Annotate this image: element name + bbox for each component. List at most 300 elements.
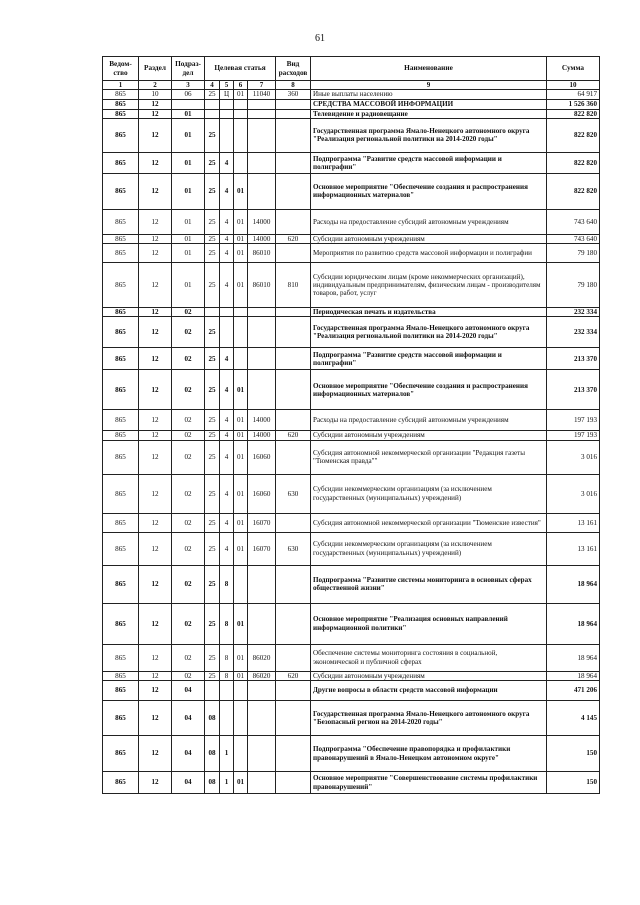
razdel-cell: 12 bbox=[139, 772, 172, 794]
razdel-cell: 12 bbox=[139, 431, 172, 440]
program-code-cell: 25 bbox=[205, 431, 220, 440]
table-row bbox=[103, 370, 600, 410]
podrazdel-cell: 04 bbox=[172, 681, 205, 701]
direction-code-cell bbox=[248, 736, 276, 772]
table-row bbox=[103, 565, 600, 603]
table-row bbox=[103, 681, 600, 701]
name-cell: Подпрограмма "Развитие средств массовой информации и полиграфии" bbox=[311, 348, 547, 370]
razdel-cell: 12 bbox=[139, 118, 172, 152]
direction-code-cell bbox=[248, 118, 276, 152]
direction-code-cell: 16060 bbox=[248, 474, 276, 513]
podrazdel-cell: 01 bbox=[172, 118, 205, 152]
expense-type-cell bbox=[276, 109, 311, 118]
podrazdel-cell: 02 bbox=[172, 431, 205, 440]
vedomstvo-cell: 865 bbox=[103, 209, 139, 234]
subprogram-code-cell: Ц bbox=[220, 90, 234, 99]
program-code-cell: 25 bbox=[205, 440, 220, 474]
event-code-cell: 01 bbox=[234, 440, 248, 474]
table-row bbox=[103, 99, 600, 109]
table-row bbox=[103, 671, 600, 680]
table-row bbox=[103, 317, 600, 348]
podrazdel-cell bbox=[172, 99, 205, 109]
column-number: 9 bbox=[311, 81, 547, 90]
column-number: 6 bbox=[234, 81, 248, 90]
name-cell: СРЕДСТВА МАССОВОЙ ИНФОРМАЦИИ bbox=[311, 99, 547, 109]
sum-cell: 822 820 bbox=[547, 173, 600, 209]
vedomstvo-cell: 865 bbox=[103, 565, 139, 603]
event-code-cell: 01 bbox=[234, 209, 248, 234]
program-code-cell: 25 bbox=[205, 152, 220, 173]
name-cell: Иные выплаты населению bbox=[311, 90, 547, 99]
razdel-cell: 12 bbox=[139, 109, 172, 118]
event-code-cell: 01 bbox=[234, 263, 248, 308]
table-row bbox=[103, 118, 600, 152]
podrazdel-cell: 06 bbox=[172, 90, 205, 99]
direction-code-cell: 14000 bbox=[248, 410, 276, 431]
vedomstvo-cell: 865 bbox=[103, 152, 139, 173]
sum-cell: 18 964 bbox=[547, 565, 600, 603]
table-row bbox=[103, 109, 600, 118]
subprogram-code-cell: 4 bbox=[220, 532, 234, 565]
sum-cell: 150 bbox=[547, 772, 600, 794]
event-code-cell bbox=[234, 701, 248, 736]
razdel-cell: 12 bbox=[139, 209, 172, 234]
sum-cell: 79 180 bbox=[547, 244, 600, 263]
table-row bbox=[103, 736, 600, 772]
razdel-cell: 12 bbox=[139, 532, 172, 565]
subprogram-code-cell bbox=[220, 118, 234, 152]
sum-cell: 743 640 bbox=[547, 234, 600, 243]
expense-type-cell bbox=[276, 681, 311, 701]
razdel-cell: 12 bbox=[139, 370, 172, 410]
event-code-cell bbox=[234, 681, 248, 701]
name-cell: Основное мероприятие "Обеспечение создания и распространения информационных материалов" bbox=[311, 173, 547, 209]
vedomstvo-cell: 865 bbox=[103, 109, 139, 118]
event-code-cell: 01 bbox=[234, 370, 248, 410]
header-razdel: Раздел bbox=[139, 57, 172, 81]
direction-code-cell bbox=[248, 109, 276, 118]
expense-type-cell bbox=[276, 644, 311, 671]
direction-code-cell bbox=[248, 99, 276, 109]
podrazdel-cell: 02 bbox=[172, 440, 205, 474]
event-code-cell: 01 bbox=[234, 603, 248, 644]
expense-type-cell bbox=[276, 152, 311, 173]
expense-type-cell bbox=[276, 348, 311, 370]
subprogram-code-cell bbox=[220, 701, 234, 736]
razdel-cell: 10 bbox=[139, 90, 172, 99]
event-code-cell: 01 bbox=[234, 671, 248, 680]
name-cell: Основное мероприятие "Совершенствование системы профилактики правонарушений" bbox=[311, 772, 547, 794]
direction-code-cell bbox=[248, 681, 276, 701]
column-number-row bbox=[103, 81, 600, 90]
direction-code-cell: 14000 bbox=[248, 234, 276, 243]
razdel-cell: 12 bbox=[139, 99, 172, 109]
event-code-cell: 01 bbox=[234, 90, 248, 99]
vedomstvo-cell: 865 bbox=[103, 513, 139, 532]
podrazdel-cell: 01 bbox=[172, 263, 205, 308]
direction-code-cell: 16070 bbox=[248, 513, 276, 532]
vedomstvo-cell: 865 bbox=[103, 173, 139, 209]
podrazdel-cell: 02 bbox=[172, 317, 205, 348]
vedomstvo-cell: 865 bbox=[103, 440, 139, 474]
direction-code-cell: 11040 bbox=[248, 90, 276, 99]
name-cell: Расходы на предоставление субсидий автономным учреждениям bbox=[311, 209, 547, 234]
direction-code-cell: 86010 bbox=[248, 244, 276, 263]
expense-type-cell bbox=[276, 513, 311, 532]
sum-cell: 79 180 bbox=[547, 263, 600, 308]
program-code-cell: 25 bbox=[205, 370, 220, 410]
program-code-cell: 08 bbox=[205, 772, 220, 794]
direction-code-cell bbox=[248, 348, 276, 370]
event-code-cell: 01 bbox=[234, 644, 248, 671]
expense-type-cell: 620 bbox=[276, 671, 311, 680]
razdel-cell: 12 bbox=[139, 348, 172, 370]
razdel-cell: 12 bbox=[139, 701, 172, 736]
podrazdel-cell: 02 bbox=[172, 348, 205, 370]
razdel-cell: 12 bbox=[139, 736, 172, 772]
direction-code-cell bbox=[248, 565, 276, 603]
subprogram-code-cell: 8 bbox=[220, 603, 234, 644]
podrazdel-cell: 02 bbox=[172, 370, 205, 410]
name-cell: Субсидии юридическим лицам (кроме некоммерческих организаций), индивидуальным предпринимателям, физическим лицам - производителям товаров, работ, услуг bbox=[311, 263, 547, 308]
subprogram-code-cell: 1 bbox=[220, 772, 234, 794]
header-podrazdel: Подраз-дел bbox=[172, 57, 205, 81]
razdel-cell: 12 bbox=[139, 681, 172, 701]
name-cell: Государственная программа Ямало-Ненецкого автономного округа "Реализация региональной политики на 2014-2020 годы" bbox=[311, 317, 547, 348]
event-code-cell bbox=[234, 317, 248, 348]
razdel-cell: 12 bbox=[139, 173, 172, 209]
header-vid-rashodov: Вид расходов bbox=[276, 57, 311, 81]
subprogram-code-cell: 4 bbox=[220, 263, 234, 308]
column-number: 1 bbox=[103, 81, 139, 90]
razdel-cell: 12 bbox=[139, 671, 172, 680]
subprogram-code-cell bbox=[220, 308, 234, 317]
sum-cell: 197 193 bbox=[547, 431, 600, 440]
vedomstvo-cell: 865 bbox=[103, 532, 139, 565]
subprogram-code-cell: 4 bbox=[220, 209, 234, 234]
subprogram-code-cell: 4 bbox=[220, 474, 234, 513]
table-body bbox=[103, 90, 600, 794]
subprogram-code-cell: 8 bbox=[220, 644, 234, 671]
vedomstvo-cell: 865 bbox=[103, 474, 139, 513]
program-code-cell: 25 bbox=[205, 244, 220, 263]
direction-code-cell: 14000 bbox=[248, 431, 276, 440]
event-code-cell: 01 bbox=[234, 431, 248, 440]
razdel-cell: 12 bbox=[139, 263, 172, 308]
program-code-cell bbox=[205, 99, 220, 109]
expense-type-cell bbox=[276, 440, 311, 474]
vedomstvo-cell: 865 bbox=[103, 370, 139, 410]
vedomstvo-cell: 865 bbox=[103, 410, 139, 431]
table-header-row bbox=[103, 57, 600, 81]
razdel-cell: 12 bbox=[139, 474, 172, 513]
podrazdel-cell: 02 bbox=[172, 513, 205, 532]
direction-code-cell: 86010 bbox=[248, 263, 276, 308]
program-code-cell: 25 bbox=[205, 474, 220, 513]
event-code-cell bbox=[234, 736, 248, 772]
program-code-cell: 25 bbox=[205, 644, 220, 671]
header-vedomstvo: Ведом-ство bbox=[103, 57, 139, 81]
vedomstvo-cell: 865 bbox=[103, 671, 139, 680]
vedomstvo-cell: 865 bbox=[103, 736, 139, 772]
column-number: 10 bbox=[547, 81, 600, 90]
name-cell: Субсидии автономным учреждениям bbox=[311, 234, 547, 243]
program-code-cell: 25 bbox=[205, 118, 220, 152]
direction-code-cell: 16070 bbox=[248, 532, 276, 565]
podrazdel-cell: 01 bbox=[172, 244, 205, 263]
column-number: 8 bbox=[276, 81, 311, 90]
table-row bbox=[103, 348, 600, 370]
podrazdel-cell: 02 bbox=[172, 308, 205, 317]
program-code-cell: 25 bbox=[205, 513, 220, 532]
sum-cell: 213 370 bbox=[547, 348, 600, 370]
program-code-cell: 25 bbox=[205, 532, 220, 565]
name-cell: Обеспечение системы мониторинга состояния в социальной, экономической и публичной сферах bbox=[311, 644, 547, 671]
expense-type-cell bbox=[276, 736, 311, 772]
razdel-cell: 12 bbox=[139, 513, 172, 532]
vedomstvo-cell: 865 bbox=[103, 263, 139, 308]
program-code-cell: 25 bbox=[205, 348, 220, 370]
column-number: 5 bbox=[220, 81, 234, 90]
vedomstvo-cell: 865 bbox=[103, 701, 139, 736]
expense-type-cell bbox=[276, 209, 311, 234]
subprogram-code-cell: 4 bbox=[220, 173, 234, 209]
podrazdel-cell: 02 bbox=[172, 603, 205, 644]
program-code-cell bbox=[205, 681, 220, 701]
table-row bbox=[103, 513, 600, 532]
budget-table bbox=[102, 56, 600, 794]
header-summa: Сумма bbox=[547, 57, 600, 81]
sum-cell: 1 526 360 bbox=[547, 99, 600, 109]
event-code-cell bbox=[234, 99, 248, 109]
name-cell: Телевидение и радиовещание bbox=[311, 109, 547, 118]
sum-cell: 4 145 bbox=[547, 701, 600, 736]
subprogram-code-cell: 4 bbox=[220, 370, 234, 410]
expense-type-cell: 620 bbox=[276, 431, 311, 440]
razdel-cell: 12 bbox=[139, 410, 172, 431]
direction-code-cell: 86020 bbox=[248, 671, 276, 680]
name-cell: Субсидии некоммерческим организациям (за исключением государственных (муниципальных) учреждений) bbox=[311, 532, 547, 565]
expense-type-cell: 810 bbox=[276, 263, 311, 308]
expense-type-cell: 630 bbox=[276, 474, 311, 513]
table-row bbox=[103, 173, 600, 209]
program-code-cell: 25 bbox=[205, 410, 220, 431]
sum-cell: 150 bbox=[547, 736, 600, 772]
header-celevaya-statya: Целевая статья bbox=[205, 57, 276, 81]
column-number: 3 bbox=[172, 81, 205, 90]
direction-code-cell bbox=[248, 173, 276, 209]
podrazdel-cell: 04 bbox=[172, 772, 205, 794]
program-code-cell: 08 bbox=[205, 701, 220, 736]
direction-code-cell bbox=[248, 370, 276, 410]
table-row bbox=[103, 701, 600, 736]
podrazdel-cell: 01 bbox=[172, 109, 205, 118]
event-code-cell: 01 bbox=[234, 513, 248, 532]
program-code-cell: 08 bbox=[205, 736, 220, 772]
event-code-cell: 01 bbox=[234, 772, 248, 794]
table-row bbox=[103, 308, 600, 317]
event-code-cell bbox=[234, 118, 248, 152]
program-code-cell bbox=[205, 109, 220, 118]
sum-cell: 743 640 bbox=[547, 209, 600, 234]
sum-cell: 18 964 bbox=[547, 603, 600, 644]
table-row bbox=[103, 410, 600, 431]
table-row bbox=[103, 603, 600, 644]
subprogram-code-cell: 4 bbox=[220, 234, 234, 243]
name-cell: Субсидии автономным учреждениям bbox=[311, 431, 547, 440]
name-cell: Мероприятия по развитию средств массовой информации и полиграфии bbox=[311, 244, 547, 263]
name-cell: Подпрограмма "Развитие средств массовой информации и полиграфии" bbox=[311, 152, 547, 173]
sum-cell: 3 016 bbox=[547, 440, 600, 474]
sum-cell: 13 161 bbox=[547, 532, 600, 565]
sum-cell: 213 370 bbox=[547, 370, 600, 410]
page-number: 61 bbox=[315, 33, 325, 44]
sum-cell: 822 820 bbox=[547, 109, 600, 118]
vedomstvo-cell: 865 bbox=[103, 118, 139, 152]
program-code-cell: 25 bbox=[205, 173, 220, 209]
name-cell: Государственная программа Ямало-Ненецкого автономного округа "Безопасный регион на 2014-2020 годы" bbox=[311, 701, 547, 736]
table-row bbox=[103, 209, 600, 234]
table-row bbox=[103, 152, 600, 173]
subprogram-code-cell: 4 bbox=[220, 513, 234, 532]
vedomstvo-cell: 865 bbox=[103, 348, 139, 370]
sum-cell: 64 917 bbox=[547, 90, 600, 99]
expense-type-cell bbox=[276, 244, 311, 263]
name-cell: Периодическая печать и издательства bbox=[311, 308, 547, 317]
event-code-cell bbox=[234, 109, 248, 118]
subprogram-code-cell bbox=[220, 99, 234, 109]
name-cell: Подпрограмма "Развитие системы мониторинга в основных сферах общественной жизни" bbox=[311, 565, 547, 603]
sum-cell: 822 820 bbox=[547, 118, 600, 152]
event-code-cell bbox=[234, 152, 248, 173]
expense-type-cell bbox=[276, 173, 311, 209]
subprogram-code-cell: 4 bbox=[220, 152, 234, 173]
vedomstvo-cell: 865 bbox=[103, 234, 139, 243]
sum-cell: 822 820 bbox=[547, 152, 600, 173]
expense-type-cell bbox=[276, 410, 311, 431]
subprogram-code-cell: 8 bbox=[220, 671, 234, 680]
podrazdel-cell: 04 bbox=[172, 701, 205, 736]
podrazdel-cell: 02 bbox=[172, 565, 205, 603]
table-row bbox=[103, 244, 600, 263]
vedomstvo-cell: 865 bbox=[103, 317, 139, 348]
table-row bbox=[103, 90, 600, 99]
column-number: 2 bbox=[139, 81, 172, 90]
direction-code-cell bbox=[248, 603, 276, 644]
event-code-cell: 01 bbox=[234, 410, 248, 431]
name-cell: Субсидия автономной некоммерческой организации "Редакция газеты "Тюменская правда"" bbox=[311, 440, 547, 474]
sum-cell: 3 016 bbox=[547, 474, 600, 513]
direction-code-cell bbox=[248, 701, 276, 736]
podrazdel-cell: 01 bbox=[172, 152, 205, 173]
table-row bbox=[103, 644, 600, 671]
expense-type-cell bbox=[276, 118, 311, 152]
vedomstvo-cell: 865 bbox=[103, 308, 139, 317]
razdel-cell: 12 bbox=[139, 440, 172, 474]
subprogram-code-cell: 4 bbox=[220, 244, 234, 263]
program-code-cell: 25 bbox=[205, 234, 220, 243]
expense-type-cell bbox=[276, 99, 311, 109]
subprogram-code-cell bbox=[220, 317, 234, 348]
expense-type-cell: 620 bbox=[276, 234, 311, 243]
name-cell: Основное мероприятие "Обеспечение создания и распространения информационных материалов" bbox=[311, 370, 547, 410]
podrazdel-cell: 02 bbox=[172, 671, 205, 680]
vedomstvo-cell: 865 bbox=[103, 99, 139, 109]
direction-code-cell bbox=[248, 772, 276, 794]
razdel-cell: 12 bbox=[139, 152, 172, 173]
expense-type-cell bbox=[276, 603, 311, 644]
name-cell: Основное мероприятие "Реализация основных направлений информационной политики" bbox=[311, 603, 547, 644]
expense-type-cell bbox=[276, 308, 311, 317]
table-row bbox=[103, 234, 600, 243]
razdel-cell: 12 bbox=[139, 565, 172, 603]
program-code-cell: 25 bbox=[205, 90, 220, 99]
table-row bbox=[103, 431, 600, 440]
program-code-cell bbox=[205, 308, 220, 317]
direction-code-cell: 86020 bbox=[248, 644, 276, 671]
direction-code-cell bbox=[248, 317, 276, 348]
name-cell: Субсидия автономной некоммерческой организации "Тюменские известия" bbox=[311, 513, 547, 532]
podrazdel-cell: 02 bbox=[172, 644, 205, 671]
expense-type-cell bbox=[276, 317, 311, 348]
program-code-cell: 25 bbox=[205, 671, 220, 680]
event-code-cell bbox=[234, 348, 248, 370]
expense-type-cell bbox=[276, 565, 311, 603]
event-code-cell bbox=[234, 308, 248, 317]
name-cell: Субсидии автономным учреждениям bbox=[311, 671, 547, 680]
header-naimenovanie: Наименование bbox=[311, 57, 547, 81]
event-code-cell: 01 bbox=[234, 532, 248, 565]
expense-type-cell bbox=[276, 772, 311, 794]
event-code-cell: 01 bbox=[234, 474, 248, 513]
vedomstvo-cell: 865 bbox=[103, 431, 139, 440]
vedomstvo-cell: 865 bbox=[103, 644, 139, 671]
name-cell: Субсидии некоммерческим организациям (за исключением государственных (муниципальных) учреждений) bbox=[311, 474, 547, 513]
razdel-cell: 12 bbox=[139, 644, 172, 671]
event-code-cell: 01 bbox=[234, 234, 248, 243]
event-code-cell: 01 bbox=[234, 173, 248, 209]
expense-type-cell bbox=[276, 701, 311, 736]
subprogram-code-cell: 8 bbox=[220, 565, 234, 603]
table-row bbox=[103, 440, 600, 474]
direction-code-cell bbox=[248, 152, 276, 173]
direction-code-cell: 16060 bbox=[248, 440, 276, 474]
vedomstvo-cell: 865 bbox=[103, 603, 139, 644]
sum-cell: 13 161 bbox=[547, 513, 600, 532]
podrazdel-cell: 02 bbox=[172, 410, 205, 431]
subprogram-code-cell bbox=[220, 681, 234, 701]
sum-cell: 232 334 bbox=[547, 308, 600, 317]
vedomstvo-cell: 865 bbox=[103, 772, 139, 794]
expense-type-cell: 630 bbox=[276, 532, 311, 565]
vedomstvo-cell: 865 bbox=[103, 244, 139, 263]
podrazdel-cell: 02 bbox=[172, 532, 205, 565]
table-row bbox=[103, 474, 600, 513]
podrazdel-cell: 01 bbox=[172, 234, 205, 243]
vedomstvo-cell: 865 bbox=[103, 90, 139, 99]
expense-type-cell bbox=[276, 370, 311, 410]
table-row bbox=[103, 263, 600, 308]
subprogram-code-cell: 4 bbox=[220, 410, 234, 431]
sum-cell: 18 964 bbox=[547, 671, 600, 680]
direction-code-cell bbox=[248, 308, 276, 317]
subprogram-code-cell: 1 bbox=[220, 736, 234, 772]
program-code-cell: 25 bbox=[205, 209, 220, 234]
subprogram-code-cell: 4 bbox=[220, 440, 234, 474]
sum-cell: 197 193 bbox=[547, 410, 600, 431]
column-number: 7 bbox=[248, 81, 276, 90]
program-code-cell: 25 bbox=[205, 603, 220, 644]
